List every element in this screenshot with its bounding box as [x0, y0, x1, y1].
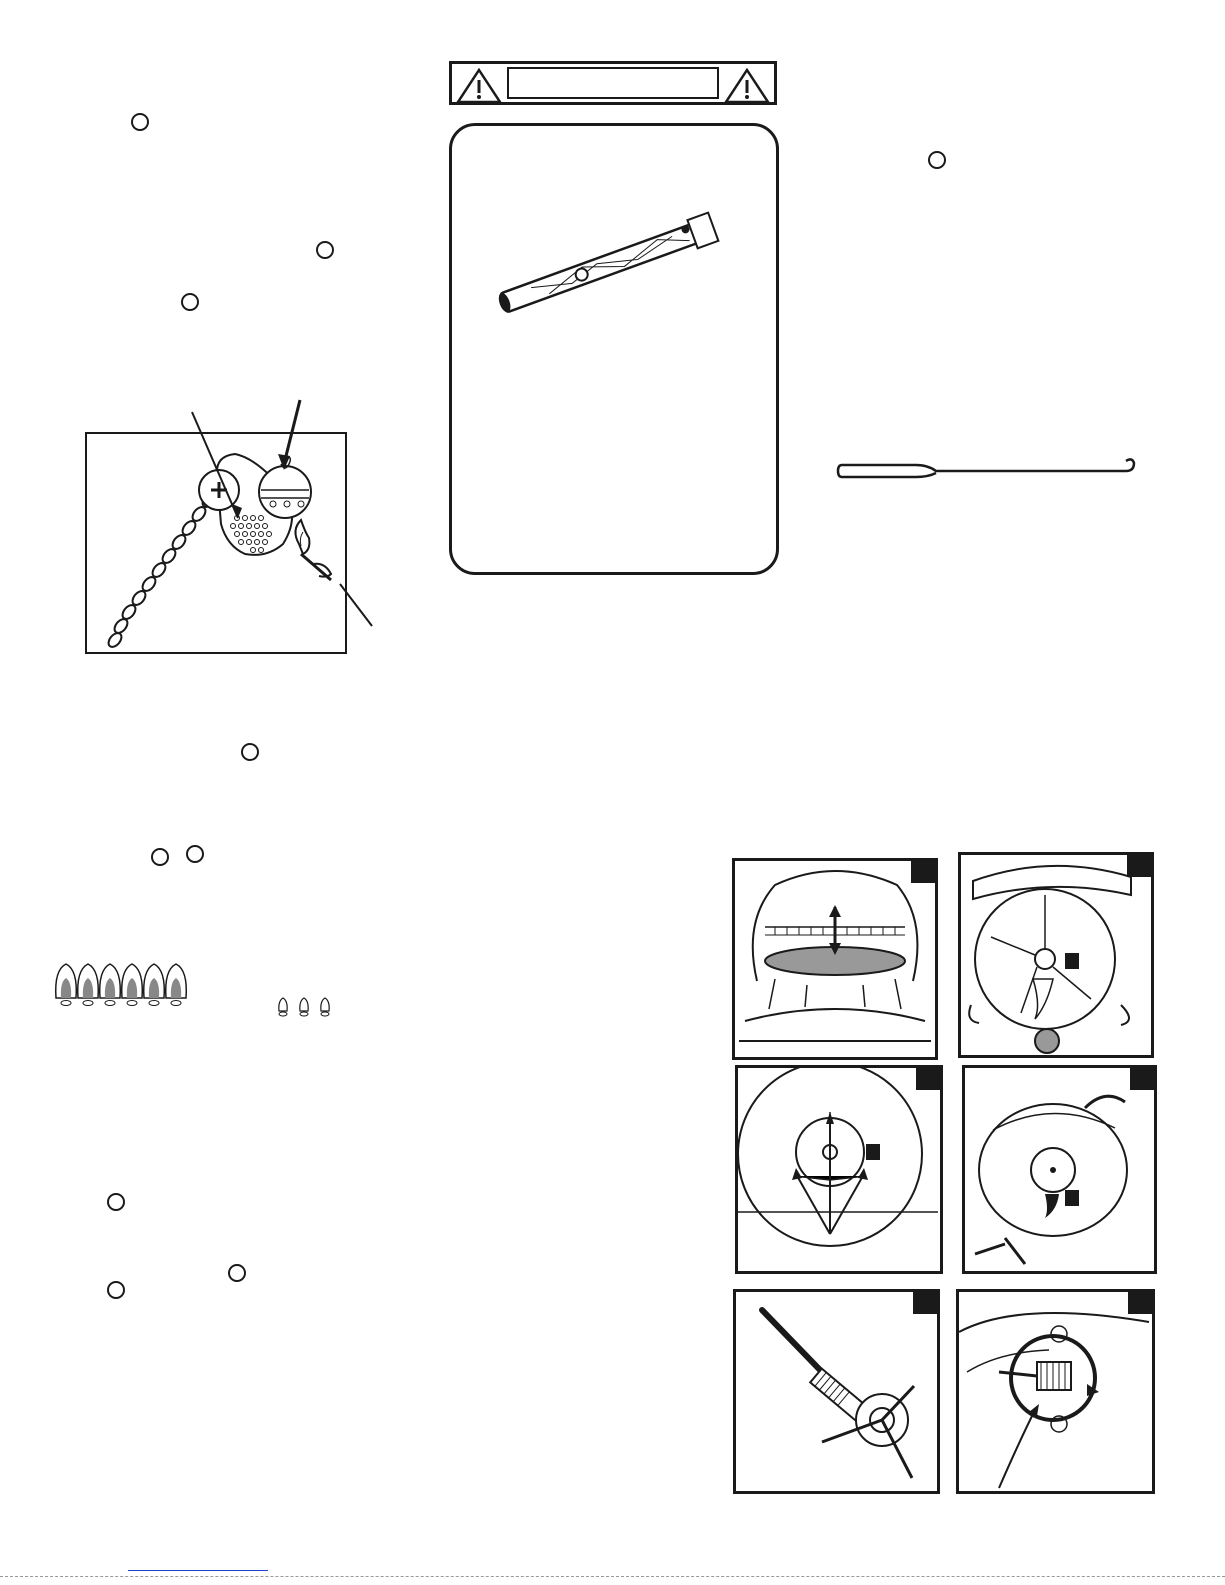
correct-flame-illustration — [52, 960, 192, 1010]
lighting-diagram-leader-lines — [180, 380, 380, 640]
step-marker-10 — [928, 151, 946, 169]
step-marker-4 — [241, 743, 259, 761]
figure-panel-3 — [735, 1065, 943, 1274]
warning-triangle-icon — [456, 68, 502, 104]
figure-panel-4 — [962, 1065, 1157, 1274]
figure-tag — [1130, 1068, 1154, 1090]
warning-banner-text — [507, 67, 719, 99]
step-marker-7 — [107, 1193, 125, 1211]
warning-triangle-icon — [724, 68, 770, 104]
hook-tool-illustration — [836, 455, 1136, 485]
warning-banner — [449, 61, 777, 105]
low-flame-illustration — [276, 996, 336, 1018]
step-marker-3 — [181, 293, 199, 311]
figure-panel-2 — [958, 852, 1154, 1058]
step-marker-1 — [131, 113, 149, 131]
figure-tag — [916, 1068, 940, 1090]
step-marker-5 — [151, 848, 169, 866]
step-marker-2 — [316, 241, 334, 259]
figure-panel-6 — [956, 1289, 1155, 1494]
figure-tag — [1128, 1292, 1152, 1314]
figure-panel-1 — [732, 858, 938, 1060]
step-marker-9 — [107, 1281, 125, 1299]
step-marker-8 — [228, 1264, 246, 1282]
step-marker-6 — [186, 845, 204, 863]
figure-panel-5 — [733, 1289, 940, 1494]
footer-rule — [0, 1576, 1225, 1577]
figure-tag — [1127, 855, 1151, 877]
figure-tag — [911, 861, 935, 883]
footer-link-underline[interactable] — [128, 1570, 268, 1571]
venturi-tube-illustration — [488, 210, 728, 320]
figure-tag — [913, 1292, 937, 1314]
caution-box — [449, 123, 779, 575]
